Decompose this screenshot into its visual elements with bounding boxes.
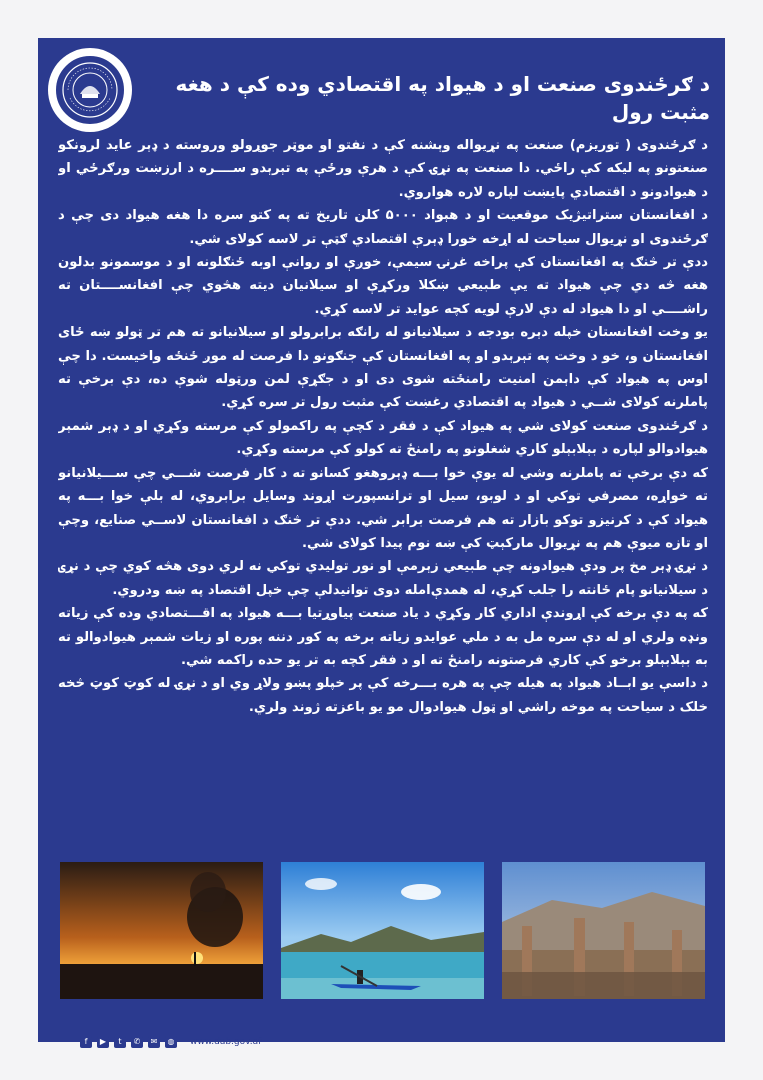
facebook-icon[interactable]: f [80, 1036, 92, 1048]
lake-kayak-photo [281, 862, 484, 999]
sunset-photo [60, 862, 263, 999]
paragraph: د داسې یو ابــاد هیواد په هیله چې په هره بـــرخه کې پر خپلو پښو ولاړ وي او د نړۍ له کوټ کوټ څخه خلک د سیاحت په موخه راشي او ټول هیوادوال مو یو باعزته ژوند ولري. [58, 676, 708, 715]
page-title: د ګرځندوی صنعت او د هیواد په اقتصادي وده کې د هغه مثبت رول [175, 72, 710, 124]
paragraph: که دې برخې ته پاملرنه وشي له یوې خوا بـــه ډېروهغو کسانو ته د کار فرصت شـــي چې ســـیلانیانو ته خواړه، مصرفي توکي او د لوبو، سیل او ترانسپورت اړوند وسایل برابروي، له بلې خوا بـــه په هیواد کې د کرنیزو توکو بازار ته هم فرصت برابر شي. ددې تر څنګ د افغانستان لاســي صنایع، وچې او تازه میوې هم په نړیوال مارکېټ کې ښه نوم پیدا کولای شي. [58, 465, 708, 551]
website-url[interactable]: www.dab.gov.af [190, 1037, 262, 1047]
twitter-icon[interactable]: t [114, 1036, 126, 1048]
logo-seal-icon [60, 60, 120, 120]
minarets-photo [502, 862, 705, 999]
paragraph: د نړۍ ډېر مخ پر ودې هیوادونه چې طبیعي زېرمې او نور تولیدي توکي نه لري دوی هڅه کوي چې د نړۍ د سیلانیانو پام ځانته را جلب کړي، له همدې‌امله دوی توانیدلې چې خپل اقتصاد په ښه ودروي. [58, 559, 708, 598]
paragraph: یو وخت افغانستان خپله د‌ېره بودجه د سیلانیانو له رانګه برابرولو او سیلانیانو ته هم تر ټولو ښه ځای افغانستان و، خو د وخت په تېرېدو او په افغانستان کې جنګونو دا فرصت له موږ ځنځه واخیست. دا چې اوس په هیواد کې د‌اېمن امنیت رامنځته شوی دی او د جګړې لمن ورټوله شوې ده، دې برخې ته پاملرنه کولای شــي د هیواد په اقتصادي رغښت کې مثبت رول تر سره کړي. [58, 325, 708, 411]
logo-emblem [54, 54, 126, 126]
paragraph: د افغانستان ستراتیژیک موقعیت او د هېواد ۵۰۰۰ کلن تاریخ ته په کتو سره دا هغه هیواد دی چې د ګرځندوی او نړیوال سیاحت له اړخه خورا ډېرې اقتصادي ګټې تر لاسه کولای شي. [58, 208, 708, 247]
mail-icon[interactable]: ✉ [148, 1036, 160, 1048]
paragraph: که په دې برخه کې اړوندې اداري کار وکړي د یاد صنعت پیاوړتیا بـــه هیواد په اقـــتصادي وده کې زیاته ونډه ولري او له دې سره مل به د ملي عوایدو زیاته برخه په کور دننه پوره او زیات شمېر هیوادوالو ته به بېلابېلو برخو کې کاري فرصتونه رامنځ ته او د فقر کچه به تر یو حده راکمه شي. [58, 606, 708, 668]
globe-icon[interactable]: ◍ [165, 1036, 177, 1048]
paragraph: ددې تر څنګ په افغانستان کې پراخه غرنۍ سیمې، خوږې او روانې اوبه ځنګلونه او د موسمونو بدلون هغه څه دي چې هیواد ته یې طبیعي ښکلا ورکړې او سیلانیان د‌یته هڅوي چې افغانســــتان ته راشــــي او دا هیواد له دې لارې لویه کچه عواید تر لاسه کړي. [58, 255, 708, 317]
phone-icon[interactable]: ✆ [131, 1036, 143, 1048]
bank-logo [48, 48, 132, 132]
paragraph: د ګرځندوی ( توریزم) صنعت په نړیواله وېشنه کې د نفتو او موټر جوړولو وروسته د ډېر عاید لرونکو صنعتونو په لیکه کې راځي. دا صنعت په نړۍ کې د هرې ورځې په تېرېدو ســــره د ارزښت ورګرځي او د هیوادونو د اقتصادي پایښت لپاره لاره هواروي. [58, 138, 708, 200]
youtube-icon[interactable]: ▶ [97, 1036, 109, 1048]
paragraph: د ګرځندوی صنعت کولای شي په هیواد کې د فقر د کچې په راکمولو کې مرسته وکړي او د ډېر شمېر هیوادوالو لپاره د بېلابېلو کاري شغلونو په رامنځ ته کولو کې مرسته وکړي. [58, 418, 708, 458]
article-body [58, 134, 708, 834]
social-footer [80, 1034, 330, 1050]
